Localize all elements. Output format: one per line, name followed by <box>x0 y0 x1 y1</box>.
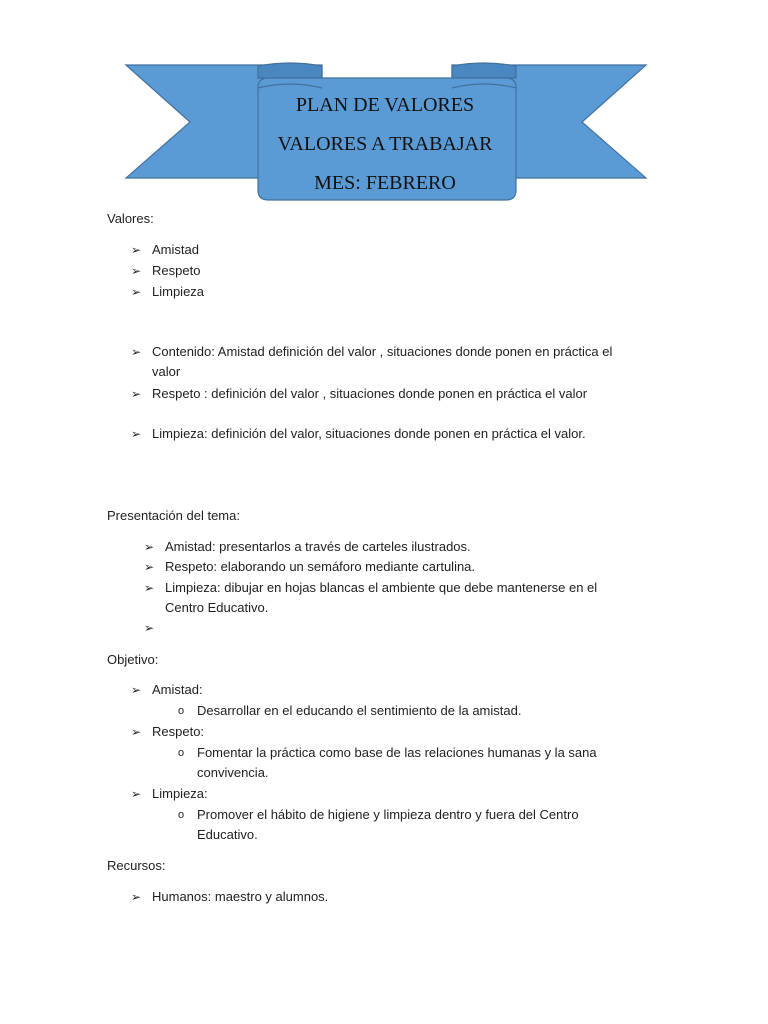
list-item <box>130 784 208 804</box>
list-item <box>130 282 205 302</box>
presentacion-item-line: Respeto: elaborando un semáforo mediante cartulina. <box>165 559 476 574</box>
list-item <box>130 384 588 404</box>
circle-bullet-icon: o <box>177 809 185 821</box>
arrow-bullet-icon: ➢ <box>130 427 142 441</box>
recursos-heading: Recursos: <box>107 858 166 873</box>
list-item <box>143 578 598 618</box>
contenido-item-line: valor <box>152 364 181 379</box>
valores-heading: Valores: <box>107 211 154 226</box>
valores-item: Limpieza <box>152 284 205 299</box>
contenido-item-line: Limpieza: definición del valor, situaciones donde ponen en práctica el valor. <box>152 426 586 441</box>
objetivo-heading: Objetivo: <box>107 652 159 667</box>
contenido-item-line: Contenido: Amistad definición del valor , situaciones donde ponen en práctica el <box>152 344 613 359</box>
presentacion-heading: Presentación del tema: <box>107 508 240 523</box>
sub-list-item <box>177 805 579 845</box>
list-item <box>130 887 329 907</box>
list-item <box>143 557 476 577</box>
presentacion-item-line: Amistad: presentarlos a través de carteles ilustrados. <box>165 539 471 554</box>
arrow-bullet-icon: ➢ <box>130 683 142 697</box>
circle-bullet-icon: o <box>177 747 185 759</box>
arrow-bullet-icon: ➢ <box>130 345 142 359</box>
list-item <box>130 722 205 742</box>
banner-line-3: MES: FEBRERO <box>314 172 456 194</box>
contenido-item-line: Respeto : definición del valor , situaciones donde ponen en práctica el valor <box>152 386 588 401</box>
arrow-bullet-icon: ➢ <box>130 787 142 801</box>
arrow-bullet-icon: ➢ <box>130 725 142 739</box>
valores-item: Amistad <box>152 242 199 257</box>
presentacion-item-line: Centro Educativo. <box>165 600 269 615</box>
presentacion-item-line: Limpieza: dibujar en hojas blancas el ambiente que debe mantenerse en el <box>165 580 598 595</box>
arrow-bullet-icon: ➢ <box>143 540 155 554</box>
valores-item: Respeto <box>152 263 201 278</box>
arrow-bullet-icon: ➢ <box>130 243 142 257</box>
list-item <box>130 424 586 444</box>
recursos-item-line: Humanos: maestro y alumnos. <box>152 889 329 904</box>
list-item <box>130 240 199 260</box>
banner-title <box>258 86 512 203</box>
arrow-bullet-icon: ➢ <box>143 581 155 595</box>
arrow-bullet-icon: ➢ <box>130 264 142 278</box>
sub-list-item <box>177 701 522 721</box>
list-item <box>143 537 471 557</box>
objetivo-item-label: Respeto: <box>152 724 205 739</box>
banner-line-1: PLAN DE VALORES <box>295 94 475 116</box>
arrow-bullet-icon: ➢ <box>130 285 142 299</box>
arrow-bullet-icon: ➢ <box>143 560 155 574</box>
list-item <box>130 261 201 281</box>
sub-list-item <box>177 743 597 783</box>
circle-bullet-icon: o <box>177 705 185 717</box>
arrow-bullet-icon: ➢ <box>143 621 155 635</box>
objetivo-sub-line: Desarrollar en el educando el sentimiento de la amistad. <box>197 703 522 718</box>
list-item <box>130 342 613 382</box>
banner-line-2: VALORES A TRABAJAR <box>277 133 493 155</box>
list-item <box>130 680 203 700</box>
objetivo-item-label: Limpieza: <box>152 786 208 801</box>
arrow-bullet-icon: ➢ <box>130 890 142 904</box>
objetivo-sub-line: convivencia. <box>197 765 269 780</box>
objetivo-item-label: Amistad: <box>152 682 203 697</box>
objetivo-sub-line: Promover el hábito de higiene y limpieza dentro y fuera del Centro <box>197 807 579 822</box>
objetivo-sub-line: Fomentar la práctica como base de las relaciones humanas y la sana <box>197 745 597 760</box>
objetivo-sub-line: Educativo. <box>197 827 258 842</box>
arrow-bullet-icon: ➢ <box>130 387 142 401</box>
